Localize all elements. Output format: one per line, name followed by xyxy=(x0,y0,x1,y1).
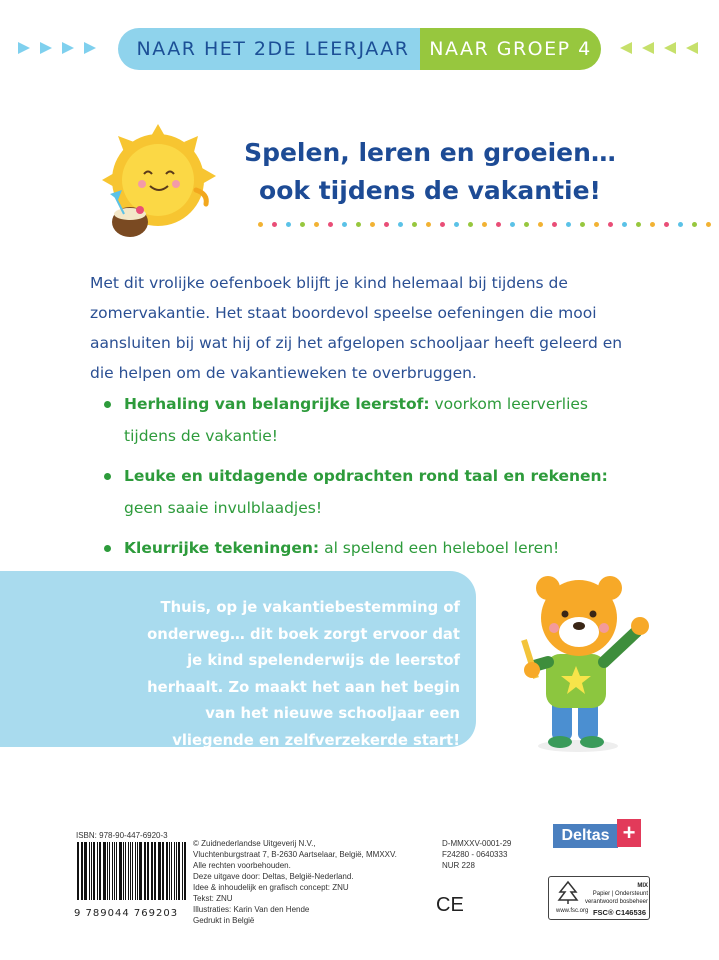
decor-dot xyxy=(636,222,641,227)
barcode-bar xyxy=(123,842,124,900)
barcode-bar xyxy=(77,842,79,900)
publisher-plus-icon: + xyxy=(617,819,641,847)
barcode-bar xyxy=(119,842,121,900)
fsc-code: FSC® C146536 xyxy=(592,908,646,917)
barcode-bar xyxy=(154,842,155,900)
decor-dot xyxy=(468,222,473,227)
intro-paragraph: Met dit vrolijke oefenboek blijft je kind helemaal bij tijdens de zomervakantie. Het staat boordevol speelse oefeningen die mooi aansluiten bij wat hij of zij het afgelopen schooljaar heeft geleerd en die helpen om de vakantieweken te overbruggen. xyxy=(90,274,623,382)
triangle-icon xyxy=(84,42,96,54)
legal-notice xyxy=(193,838,423,926)
decor-dot xyxy=(426,222,431,227)
barcode-bar xyxy=(97,842,98,900)
barcode-bar xyxy=(158,842,160,900)
decor-dot xyxy=(370,222,375,227)
legal-line: Alle rechten voorbehouden. xyxy=(193,861,291,870)
barcode-bar xyxy=(166,842,168,900)
decor-dots xyxy=(258,222,719,227)
feature-item xyxy=(104,460,624,524)
decor-dot xyxy=(706,222,711,227)
decor-dot xyxy=(594,222,599,227)
feature-list xyxy=(104,388,624,572)
barcode-bar xyxy=(99,842,100,900)
triangle-icon xyxy=(686,42,698,54)
barcode-bar xyxy=(132,842,133,900)
decor-dot xyxy=(482,222,487,227)
barcode-bar xyxy=(128,842,130,900)
barcode-bar xyxy=(169,842,170,900)
grade-banner-be: NAAR HET 2DE LEERJAAR xyxy=(118,28,428,70)
barcode-bar xyxy=(174,842,175,900)
legal-line: Vluchtenburgstraat 7, B-2630 Aartselaar, België, MMXXV. xyxy=(193,850,397,859)
legal-line: © Zuidnederlandse Uitgeverij N.V., xyxy=(193,839,316,848)
headline-line-1: Spelen, leren en groeien… xyxy=(244,138,616,167)
fsc-mix: MIX xyxy=(637,883,648,889)
feature-item xyxy=(104,532,624,564)
decor-dot xyxy=(440,222,445,227)
decor-dot xyxy=(622,222,627,227)
feature-lead: Leuke en uitdagende opdrachten rond taal en rekenen: xyxy=(124,467,608,485)
triangle-icon xyxy=(664,42,676,54)
feature-text: voorkom leerverlies tijdens de vakantie! xyxy=(124,395,588,445)
decor-dot xyxy=(286,222,291,227)
barcode-bar xyxy=(151,842,153,900)
isbn-label: ISBN: 978-90-447-6920-3 xyxy=(76,831,168,840)
barcode-bar xyxy=(112,842,113,900)
headline-line-2: ook tijdens de vakantie! xyxy=(259,176,601,205)
fsc-tree-icon xyxy=(556,880,580,904)
barcode-bar xyxy=(103,842,105,900)
barcode-bar xyxy=(109,842,111,900)
decor-dot xyxy=(300,222,305,227)
triangle-icon xyxy=(40,42,52,54)
ce-mark: CE xyxy=(436,894,464,916)
decor-dot xyxy=(552,222,557,227)
decor-dot xyxy=(524,222,529,227)
publisher-logo: Deltas xyxy=(553,824,618,848)
barcode-bar xyxy=(147,842,149,900)
feature-text: al spelend een heleboel leren! xyxy=(319,539,560,557)
legal-line: Tekst: ZNU xyxy=(193,894,233,903)
decor-dot xyxy=(412,222,417,227)
barcode-bar xyxy=(125,842,126,900)
fsc-site: www.fsc.org xyxy=(556,908,589,914)
decor-dot xyxy=(510,222,515,227)
fsc-line-2: verantwoord bosbeheer xyxy=(584,899,648,905)
legal-line: Deze uitgave door: Deltas, België-Nederland. xyxy=(193,872,354,881)
code-line: D-MMXXV-0001-29 xyxy=(442,839,512,848)
bear-illustration xyxy=(518,570,668,760)
barcode-bar xyxy=(107,842,108,900)
decor-dot xyxy=(342,222,347,227)
decor-dot xyxy=(496,222,501,227)
decor-dot xyxy=(608,222,613,227)
barcode-bar xyxy=(116,842,118,900)
fsc-line-1: Papier | Ondersteunt xyxy=(592,891,648,897)
barcode-bar xyxy=(162,842,163,900)
feature-text: geen saaie invulblaadjes! xyxy=(124,499,323,517)
code-line: NUR 228 xyxy=(442,861,475,870)
code-line: F24280 - 0640333 xyxy=(442,850,508,859)
legal-line: Illustraties: Karin Van den Hende xyxy=(193,905,310,914)
triangle-icon xyxy=(62,42,74,54)
feature-item xyxy=(104,388,624,452)
decor-dot xyxy=(580,222,585,227)
grade-banner-nl: NAAR GROEP 4 xyxy=(420,28,601,70)
barcode-bar xyxy=(171,842,173,900)
barcode-bar xyxy=(93,842,95,900)
decor-dot xyxy=(398,222,403,227)
triangle-icon xyxy=(642,42,654,54)
fsc-text xyxy=(584,882,648,906)
barcode-bar xyxy=(81,842,82,900)
barcode-bar xyxy=(137,842,138,900)
barcode-bar xyxy=(114,842,115,900)
barcode-bar xyxy=(155,842,156,900)
decor-dot xyxy=(664,222,669,227)
barcode-bar xyxy=(89,842,90,900)
barcode-bar xyxy=(100,842,101,900)
barcode-bar xyxy=(145,842,146,900)
isbn-digits: 9 789044 769203 xyxy=(74,908,179,919)
decor-dot xyxy=(650,222,655,227)
barcode-bar xyxy=(135,842,137,900)
legal-line: Gedrukt in België xyxy=(193,916,255,925)
bullet-icon xyxy=(104,473,111,480)
decor-dot xyxy=(692,222,697,227)
barcode-bar xyxy=(82,842,83,900)
decor-dot xyxy=(356,222,361,227)
decor-dot xyxy=(678,222,683,227)
barcode-bar xyxy=(144,842,145,900)
headline xyxy=(230,134,630,210)
barcode-bar xyxy=(184,842,186,900)
bullet-icon xyxy=(104,545,111,552)
feature-lead: Kleurrijke tekeningen: xyxy=(124,539,320,557)
legal-line: Idee & inhoudelijk en grafisch concept: ZNU xyxy=(193,883,349,892)
sun-illustration xyxy=(100,118,230,248)
barcode-bar xyxy=(182,842,183,900)
barcode-bar xyxy=(139,842,141,900)
decor-dot xyxy=(258,222,263,227)
bullet-icon xyxy=(104,401,111,408)
decor-dot xyxy=(384,222,389,227)
decor-dot xyxy=(538,222,543,227)
decor-dot xyxy=(566,222,571,227)
barcode-bar xyxy=(176,842,177,900)
barcode-bar xyxy=(84,842,86,900)
feature-lead: Herhaling van belangrijke leerstof: xyxy=(124,395,430,413)
decor-dot xyxy=(454,222,459,227)
triangle-icon xyxy=(18,42,30,54)
decor-dot xyxy=(314,222,319,227)
barcode-bar xyxy=(178,842,180,900)
product-codes xyxy=(442,838,552,871)
decor-dot xyxy=(328,222,333,227)
barcode-bar xyxy=(163,842,164,900)
summary-text: Thuis, op je vakantiebestemming of onderweg… dit boek zorgt ervoor dat je kind spelenderwijs de leerstof herhaalt. Zo maakt het aan het begin van het nieuwe schooljaar een vliegende en zelfverzekerde start! xyxy=(147,599,460,749)
triangle-icon xyxy=(620,42,632,54)
barcode-bar xyxy=(91,842,93,900)
barcode-bar xyxy=(130,842,131,900)
barcode xyxy=(77,842,187,908)
decor-dot xyxy=(272,222,277,227)
